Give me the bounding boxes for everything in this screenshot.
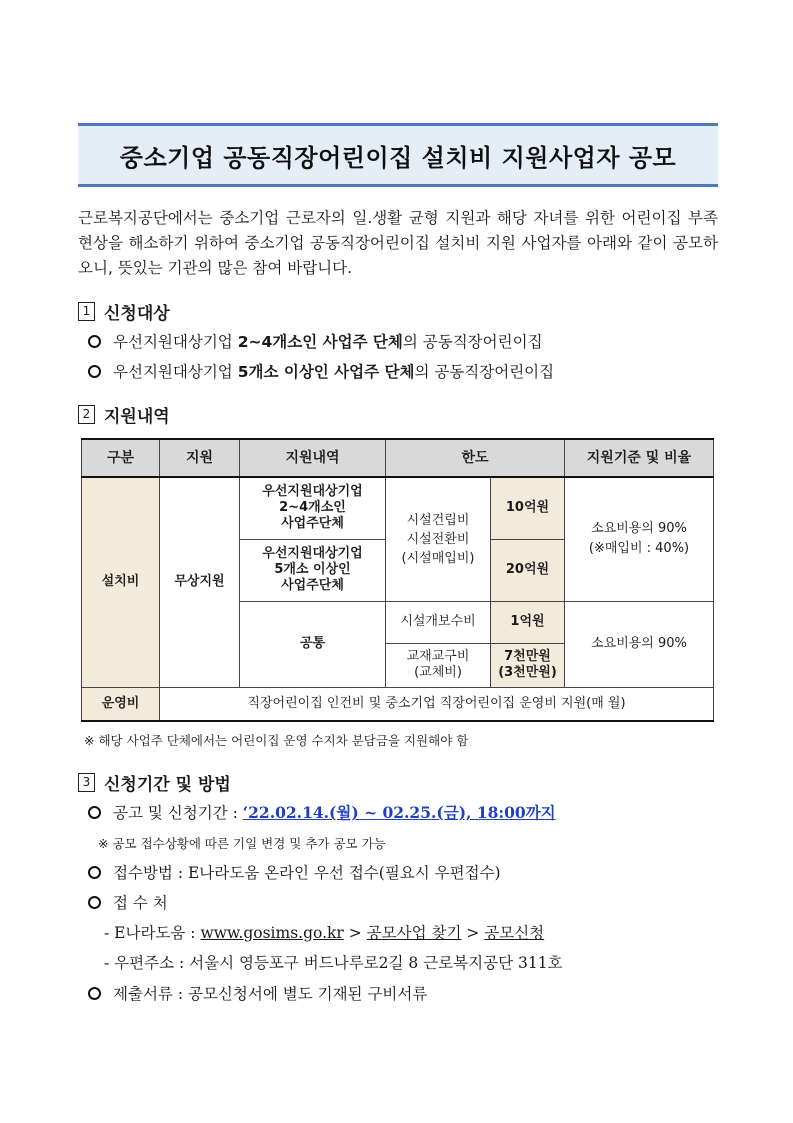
circle-bullet-icon — [88, 806, 101, 819]
common-cell: 공통 — [240, 601, 386, 687]
facility-cell: 시설건립비 시설전환비 (시설매입비) — [386, 477, 491, 601]
intro-paragraph: 근로복지공단에서는 중소기업 근로자의 일.생활 균형 지원과 해당 자녀를 위한 어린이집 부족 현상을 해소하기 위하여 중소기업 공동직장어린이집 설치비 지원 사업자를 아래와 같이 공모하오니, 뜻있는 기관의 많은 참여 바랍니다. — [78, 209, 718, 277]
header-ratio: 지원기준 및 비율 — [565, 439, 714, 477]
header-support: 지원 — [160, 439, 240, 477]
circle-bullet-icon — [88, 866, 101, 879]
content-a-cell: 우선지원대상기업 2~4개소인 사업주단체 — [240, 477, 386, 539]
section2-title: 지원내역 — [104, 407, 170, 427]
circle-bullet-icon — [88, 335, 101, 348]
period-note: ※ 공모 접수상황에 따른 기일 변경 및 추가 공모 가능 — [98, 836, 386, 851]
period-line: 공고 및 신청기간 : ‘22.02.14.(월) ~ 02.25.(금), 18:00까지 — [88, 801, 556, 823]
circle-bullet-icon — [88, 987, 101, 1000]
content-b-cell: 우선지원대상기업 5개소 이상인 사업주단체 — [240, 539, 386, 601]
section3-number: 3 — [78, 773, 95, 792]
section3-heading — [78, 770, 231, 795]
material-cell: 교재교구비 (교체비) — [386, 643, 491, 687]
method-line: 접수방법 : E나라도움 온라인 우선 접수(필요시 우편접수) — [88, 861, 501, 883]
circle-bullet-icon — [88, 896, 101, 909]
table-row — [82, 687, 714, 721]
repair-cell: 시설개보수비 — [386, 601, 491, 643]
gosims-link[interactable]: www.gosims.go.kr — [200, 924, 344, 942]
table-row — [82, 477, 714, 539]
table-note: ※ 해당 사업주 단체에서는 어린이집 운영 수지차 분담금을 지원해야 함 — [84, 733, 469, 748]
install-cell: 설치비 — [82, 477, 160, 687]
support-table — [81, 438, 714, 722]
page-title: 중소기업 공동직장어린이집 설치비 지원사업자 공모 — [119, 143, 677, 172]
header-limit: 한도 — [386, 439, 565, 477]
limit-a-cell: 10억원 — [491, 477, 565, 539]
find-project-link[interactable]: 공모사업 찾기 — [366, 924, 462, 942]
section2-heading — [78, 402, 170, 427]
section1-item-1: 우선지원대상기업 2~4개소인 사업주 단체의 공동직장어린이집 — [88, 330, 543, 352]
limit-b-cell: 20억원 — [491, 539, 565, 601]
limit-material-cell: 7천만원 (3천만원) — [491, 643, 565, 687]
circle-bullet-icon — [88, 365, 101, 378]
section1-item-2: 우선지원대상기업 5개소 이상인 사업주 단체의 공동직장어린이집 — [88, 360, 554, 382]
place-line: 접 수 처 — [88, 891, 168, 913]
free-support-cell: 무상지원 — [160, 477, 240, 687]
apply-link[interactable]: 공모신청 — [484, 924, 545, 942]
table-header-row — [82, 439, 714, 477]
online-line: - E나라도움 : www.gosims.go.kr > 공모사업 찾기 > 공모신청 — [104, 924, 545, 942]
section1-title: 신청대상 — [104, 304, 170, 324]
header-category: 구분 — [82, 439, 160, 477]
operation-desc-cell: 직장어린이집 인건비 및 중소기업 직장어린이집 운영비 지원(매 월) — [160, 687, 714, 721]
operation-cell: 운영비 — [82, 687, 160, 721]
mail-line: - 우편주소 : 서울시 영등포구 버드나루로2길 8 근로복지공단 311호 — [104, 954, 563, 972]
section2-number: 2 — [78, 405, 95, 424]
section1-heading — [78, 299, 170, 324]
ratio-a-cell: 소요비용의 90% (※매입비 : 40%) — [565, 477, 714, 601]
page-title-box — [78, 123, 718, 187]
docs-line: 제출서류 : 공모신청서에 별도 기재된 구비서류 — [88, 982, 427, 1004]
header-content: 지원내역 — [240, 439, 386, 477]
limit-repair-cell: 1억원 — [491, 601, 565, 643]
section1-number: 1 — [78, 302, 95, 321]
section3-title: 신청기간 및 방법 — [104, 775, 231, 795]
period-value: ‘22.02.14.(월) ~ 02.25.(금), 18:00까지 — [242, 803, 556, 822]
ratio-b-cell: 소요비용의 90% — [565, 601, 714, 687]
